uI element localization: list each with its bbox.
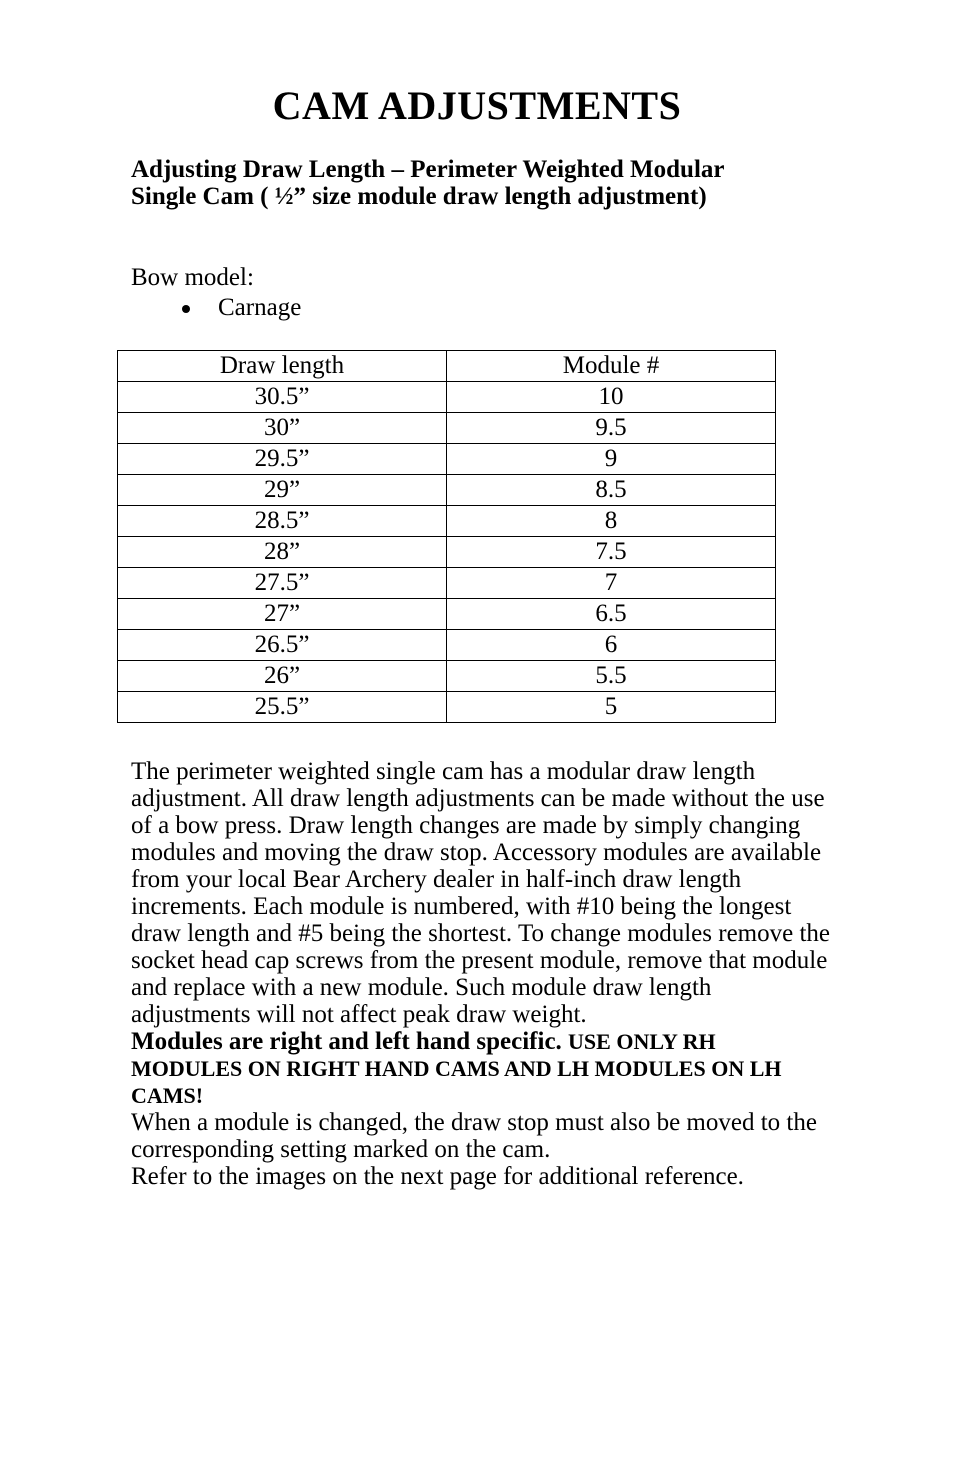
module-cell: 5.5 [447, 661, 776, 692]
table-row [118, 444, 776, 475]
hand-specific-warning: Modules are right and left hand specific. [131, 1028, 562, 1055]
table-row [118, 475, 776, 506]
module-cell: 9 [447, 444, 776, 475]
module-cell: 6.5 [447, 599, 776, 630]
draw-length-cell: 30” [118, 413, 447, 444]
draw-length-cell: 29.5” [118, 444, 447, 475]
instructions-paragraph: The perimeter weighted single cam has a modular draw length adjustment. All draw length adjustments can be made without the use of a bow press. Draw length changes are made by simply changing modules and moving the draw stop. Accessory modules are available from your local Bear Archery dealer in half-inch draw length increments. Each module is numbered, with #10 being the longest draw length and #5 being the shortest. To change modules remove the socket head cap screws from the present module, remove that module and replace with a new module. Such module draw length adjustments will not affect peak draw weight. [131, 758, 830, 1028]
module-usage-warning: USE ONLY RH MODULES ON RIGHT HAND CAMS AND LH MODULES ON LH CAMS! [131, 1029, 782, 1108]
module-cell: 9.5 [447, 413, 776, 444]
draw-length-cell: 25.5” [118, 692, 447, 723]
page-title: CAM ADJUSTMENTS [272, 83, 682, 128]
table-row [118, 506, 776, 537]
column-header-module: Module # [447, 351, 776, 382]
draw-length-cell: 26” [118, 661, 447, 692]
draw-length-cell: 29” [118, 475, 447, 506]
list-item [180, 294, 301, 322]
draw-stop-note: When a module is changed, the draw stop must also be moved to the corresponding setting marked on the cam. [131, 1109, 817, 1163]
module-cell: 8 [447, 506, 776, 537]
bow-model-list [180, 294, 301, 322]
reference-note: Refer to the images on the next page for additional reference. [131, 1163, 744, 1190]
table-header-row [118, 351, 776, 382]
table-row [118, 692, 776, 723]
column-header-draw-length: Draw length [118, 351, 447, 382]
bow-model-label: Bow model: [131, 264, 254, 291]
draw-length-table [117, 350, 776, 723]
module-cell: 6 [447, 630, 776, 661]
draw-length-cell: 30.5” [118, 382, 447, 413]
module-cell: 10 [447, 382, 776, 413]
table-row [118, 630, 776, 661]
module-cell: 7 [447, 568, 776, 599]
bullet-icon [182, 305, 190, 313]
draw-length-cell: 27.5” [118, 568, 447, 599]
draw-length-cell: 27” [118, 599, 447, 630]
table-row [118, 661, 776, 692]
instructions-text [131, 758, 831, 1190]
draw-length-cell: 28.5” [118, 506, 447, 537]
table-row [118, 537, 776, 568]
bow-model-name: Carnage [218, 294, 302, 321]
draw-length-cell: 28” [118, 537, 447, 568]
table-row [118, 413, 776, 444]
module-cell: 8.5 [447, 475, 776, 506]
table-row [118, 599, 776, 630]
section-subtitle: Adjusting Draw Length – Perimeter Weighted Modular Single Cam ( ½” size module draw length adjustment) [131, 156, 725, 210]
module-cell: 5 [447, 692, 776, 723]
draw-length-cell: 26.5” [118, 630, 447, 661]
table-row [118, 382, 776, 413]
table-row [118, 568, 776, 599]
module-cell: 7.5 [447, 537, 776, 568]
